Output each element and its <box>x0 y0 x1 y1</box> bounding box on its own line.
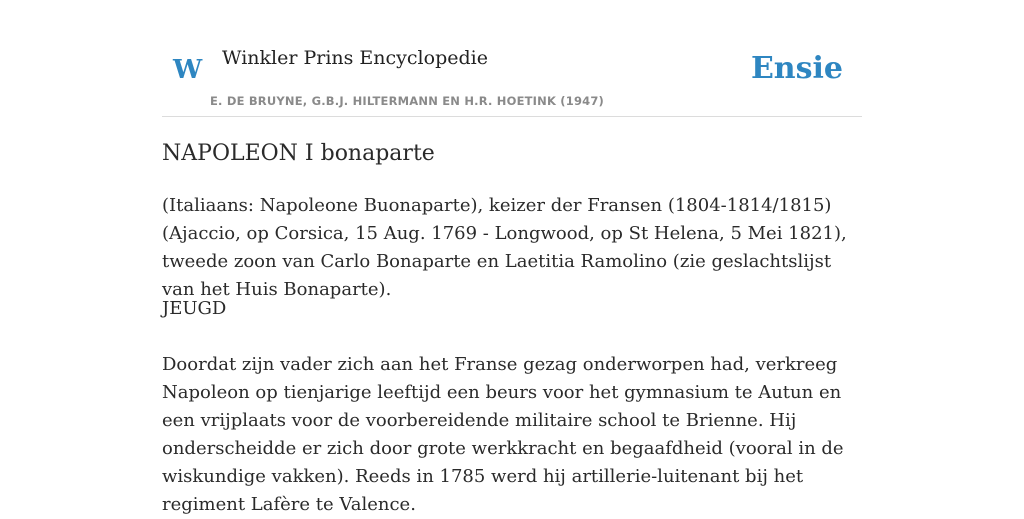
page <box>162 0 862 515</box>
header <box>162 0 862 117</box>
winkler-prins-logo-icon[interactable]: W <box>173 55 203 85</box>
publication-title[interactable]: Winkler Prins Encyclopedie <box>222 47 488 69</box>
publication-authors: E. DE BRUYNE, G.B.J. HILTERMANN EN H.R. HOETINK (1947) <box>210 94 605 108</box>
section-heading: JEUGD <box>162 298 227 319</box>
ensie-brand-logo[interactable]: Ensie <box>750 51 843 86</box>
article-title: NAPOLEON I bonaparte <box>162 141 435 166</box>
article-intro-paragraph: (Italiaans: Napoleone Buonaparte), keizer der Fransen (1804-1814/1815) (Ajaccio, op Corsica, 15 Aug. 1769 - Longwood, op St Helena, 5 Mei 1821), tweede zoon van Carlo Bonaparte en Laetitia Ramolino (zie geslachtslijst van het Huis Bonaparte). <box>162 195 847 300</box>
section-paragraph: Doordat zijn vader zich aan het Franse gezag onderworpen had, verkreeg Napoleon op tienjarige leeftijd een beurs voor het gymnasium te Autun en een vrijplaats voor de voorbereidende militaire school te Brienne. Hij onderscheidde er zich door grote werkkracht en begaafdheid (vooral in de wiskundige vakken). Reeds in 1785 werd hij artillerie-luitenant bij het regiment Lafère te Valence. <box>162 354 844 515</box>
